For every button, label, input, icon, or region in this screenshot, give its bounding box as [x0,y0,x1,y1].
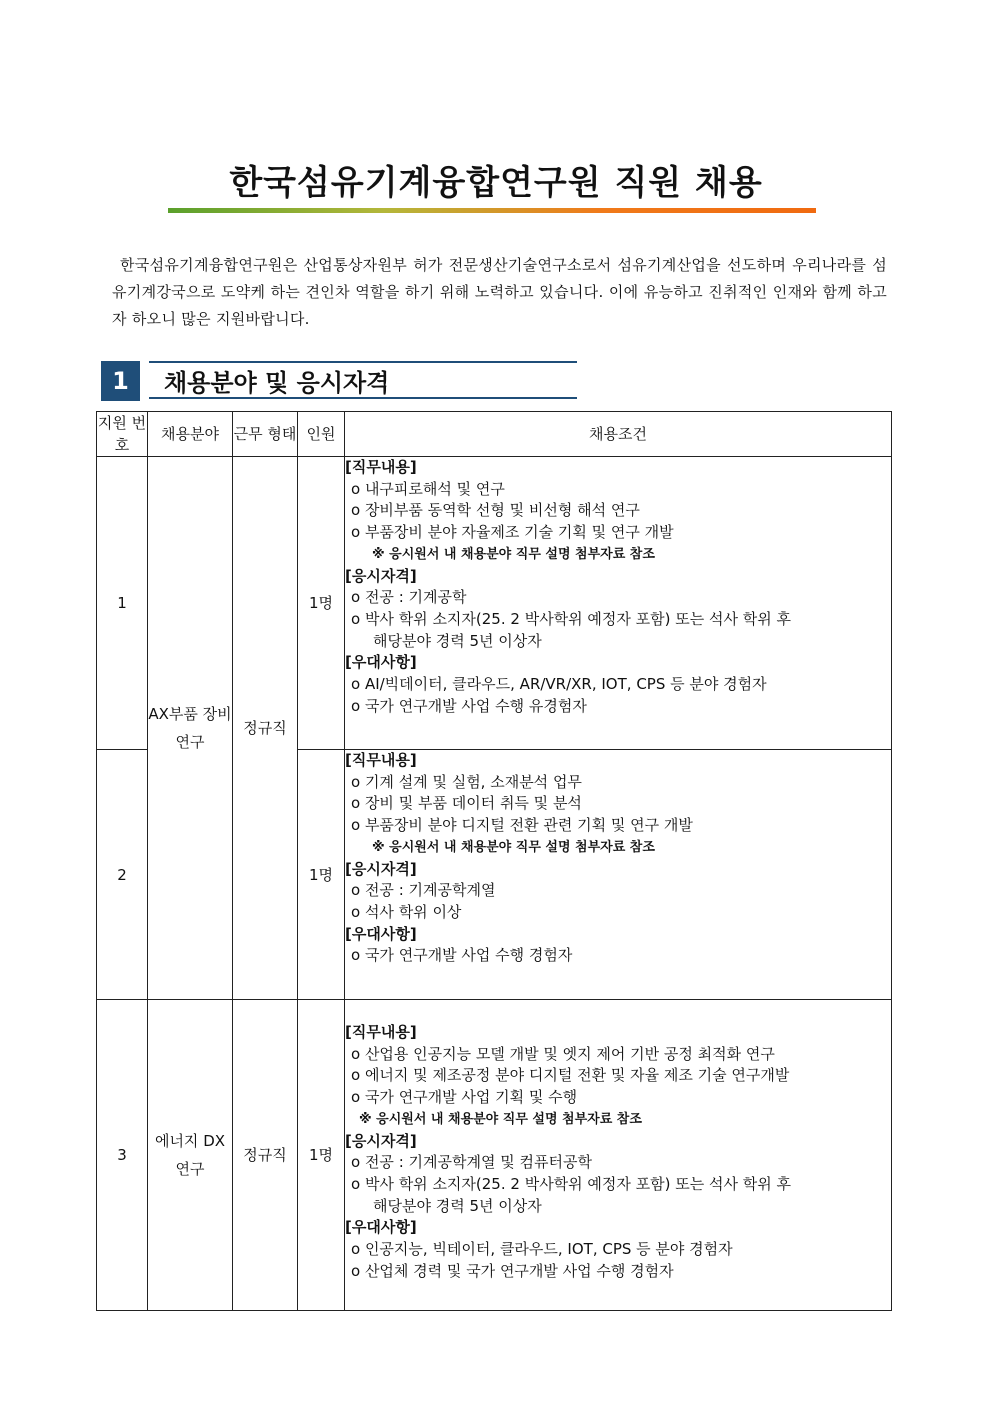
duty-heading: [직무내용] [345,1023,417,1041]
duty-item: o 산업용 인공지능 모델 개발 및 엣지 제어 기반 공정 최적화 연구 [351,1044,775,1063]
duty-item: o 장비 및 부품 데이터 취득 및 분석 [351,794,582,813]
table-row [97,1000,892,1311]
header-count: 인원 [298,412,345,457]
recruitment-table [96,411,892,1311]
duty-item: o 부품장비 분야 자율제조 기술 기획 및 연구 개발 [351,523,674,542]
title-underline [168,208,816,213]
row-conditions [345,750,892,1000]
qual-item-cont: 해당분야 경력 5년 이상자 [373,1196,542,1215]
row-conditions [345,1000,892,1311]
row-type: 정규직 [233,457,298,1000]
header-conditions: 채용조건 [345,412,892,457]
row-no: 3 [97,1000,148,1311]
row-no: 2 [97,750,148,1000]
row-type: 정규직 [233,1000,298,1311]
pref-heading: [우대사항] [345,653,417,672]
pref-item: o 인공지능, 빅테이터, 클라우드, IOT, CPS 등 분야 경험자 [351,1240,733,1259]
attachment-note: ※ 응시원서 내 채용분야 직무 설명 첨부자료 참조 [372,546,655,562]
qual-item: o 전공 : 기계공학계열 [351,881,496,900]
table-row [97,457,892,750]
section-number: 1 [101,361,140,401]
duty-item: o 에너지 및 제조공정 분야 디지털 전환 및 자율 제조 기술 연구개발 [351,1066,790,1085]
pref-item: o AI/빅데이터, 클라우드, AR/VR/XR, IOT, CPS 등 분야 경험자 [351,675,767,694]
row-count: 1명 [298,1000,345,1311]
duty-item: o 부품장비 분야 디지털 전환 관련 기획 및 연구 개발 [351,816,693,835]
intro-text [112,252,887,333]
row-conditions [345,457,892,750]
qual-item-cont: 해당분야 경력 5년 이상자 [373,631,542,650]
qual-heading: [응시자격] [345,566,417,585]
row-field: AX부품 장비연구 [148,457,233,1000]
section-title: 채용분야 및 응시자격 [149,361,577,399]
qual-heading: [응시자격] [345,859,417,878]
pref-item: o 산업체 경력 및 국가 연구개발 사업 수행 경험자 [351,1261,674,1280]
header-type: 근무 형태 [233,412,298,457]
intro-paragraph: 한국섬유기계융합연구원은 산업통상자원부 허가 전문생산기술연구소로서 섬유기계산업을 선도하며 우리나라를 섬유기계강국으로 도약케 하는 견인차 역할을 하기 위해 노력하고 있습니다. 이에 유능하고 진취적인 인재와 함께 하고자 하오니 많은 지원바랍니다. [112,256,887,328]
duty-heading: [직무내용] [345,751,417,769]
header-field: 채용분야 [148,412,233,457]
row-field: 에너지 DX연구 [148,1000,233,1311]
pref-item: o 국가 연구개발 사업 수행 유경험자 [351,696,587,715]
row-count: 1명 [298,750,345,1000]
page-title: 한국섬유기계융합연구원 직원 채용 [229,163,763,203]
qual-item: o 박사 학위 소지자(25. 2 박사학위 예정자 포함) 또는 석사 학위 후 [351,1174,792,1193]
duty-item: o 내구피로해석 및 연구 [351,479,505,498]
header-no: 지원 번호 [97,412,148,457]
attachment-note: ※ 응시원서 내 채용분야 직무 설명 첨부자료 참조 [359,1111,642,1127]
row-no: 1 [97,457,148,750]
pref-heading: [우대사항] [345,924,417,943]
qual-item: o 전공 : 기계공학계열 및 컴퓨터공학 [351,1153,592,1172]
duty-item: o 기계 설계 및 실험, 소재분석 업무 [351,772,582,791]
qual-item: o 전공 : 기계공학 [351,588,467,607]
duty-item: o 장비부품 동역학 선형 및 비선형 해석 연구 [351,501,640,520]
pref-heading: [우대사항] [345,1218,417,1237]
table-header-row [97,412,892,457]
row-count: 1명 [298,457,345,750]
qual-heading: [응시자격] [345,1131,417,1150]
pref-item: o 국가 연구개발 사업 수행 경험자 [351,946,573,965]
duty-heading: [직무내용] [345,458,417,476]
duty-item: o 국가 연구개발 사업 기획 및 수행 [351,1088,578,1107]
attachment-note: ※ 응시원서 내 채용분야 직무 설명 첨부자료 참조 [372,839,655,855]
qual-item: o 석사 학위 이상 [351,902,462,921]
qual-item: o 박사 학위 소지자(25. 2 박사학위 예정자 포함) 또는 석사 학위 후 [351,609,792,628]
